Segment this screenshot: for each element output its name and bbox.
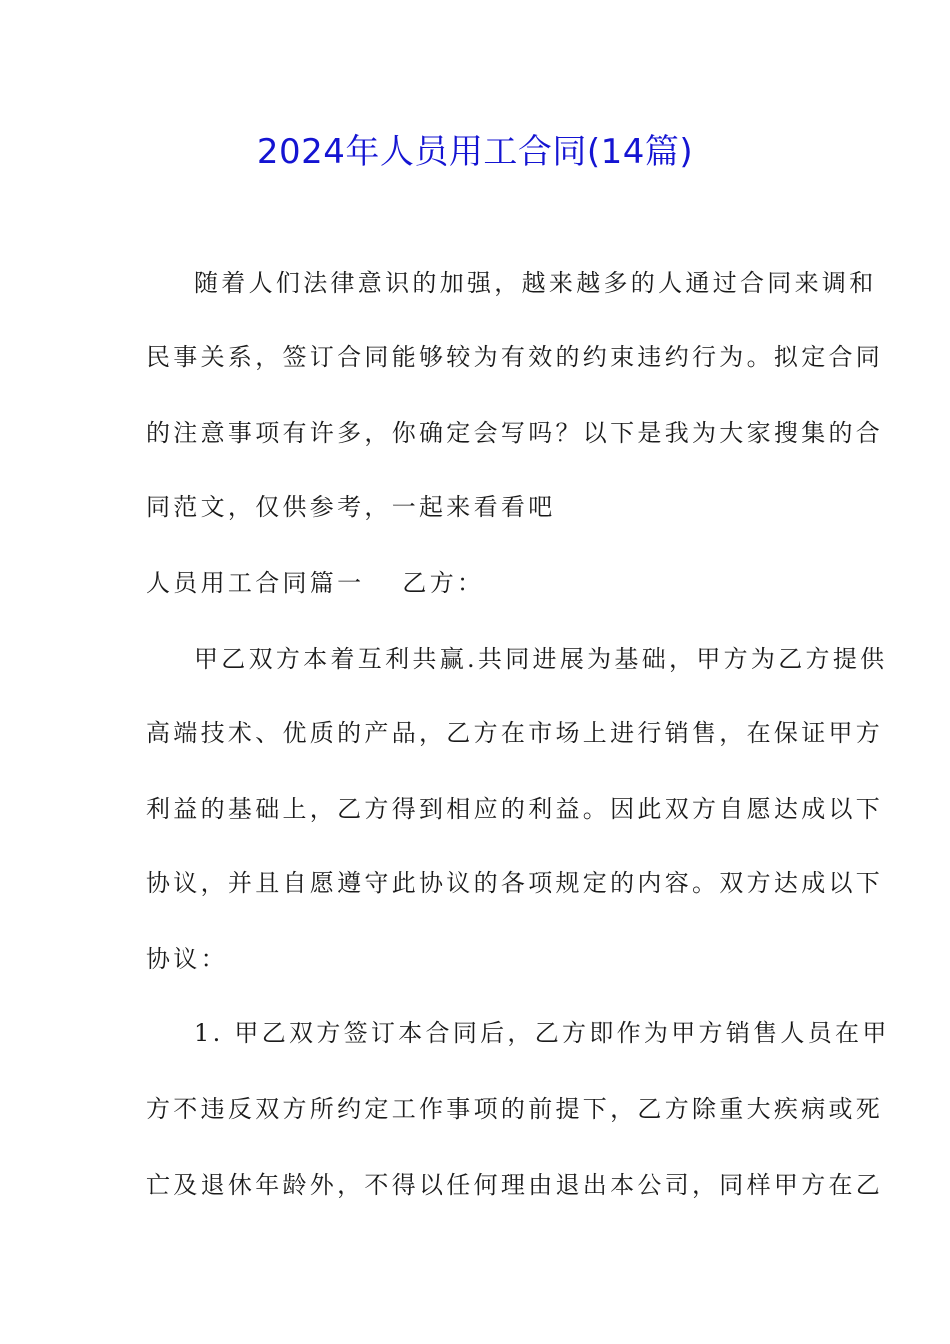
intro-line: 同范文，仅供参考，一起来看看吧 bbox=[146, 493, 556, 521]
body-line: 高端技术、优质的产品，乙方在市场上进行销售，在保证甲方 bbox=[146, 719, 884, 747]
body-line: 利益的基础上，乙方得到相应的利益。因此双方自愿达成以下 bbox=[146, 795, 884, 823]
clause-line: 1. 甲乙双方签订本合同后，乙方即作为甲方销售人员在甲 bbox=[194, 1019, 890, 1047]
clause-line: 亡及退休年龄外，不得以任何理由退出本公司，同样甲方在乙 bbox=[146, 1171, 884, 1199]
body-line: 甲乙双方本着互利共赢.共同进展为基础，甲方为乙方提供 bbox=[194, 645, 888, 673]
body-line: 协议，并且自愿遵守此协议的各项规定的内容。双方达成以下 bbox=[146, 869, 884, 897]
intro-line: 民事关系，签订合同能够较为有效的约束违约行为。拟定合同 bbox=[146, 343, 884, 371]
intro-line: 随着人们法律意识的加强，越来越多的人通过合同来调和 bbox=[194, 269, 877, 297]
body-line: 协议： bbox=[146, 945, 228, 973]
section-heading-row bbox=[146, 566, 806, 600]
section-heading: 人员用工合同篇一 bbox=[146, 569, 365, 597]
clause-line: 方不违反双方所约定工作事项的前提下，乙方除重大疾病或死 bbox=[146, 1095, 884, 1123]
document-title: 2024年人员用工合同(14篇) bbox=[256, 132, 694, 172]
intro-line: 的注意事项有许多，你确定会写吗？以下是我为大家搜集的合 bbox=[146, 419, 884, 447]
party-b-label: 乙方： bbox=[402, 569, 485, 597]
